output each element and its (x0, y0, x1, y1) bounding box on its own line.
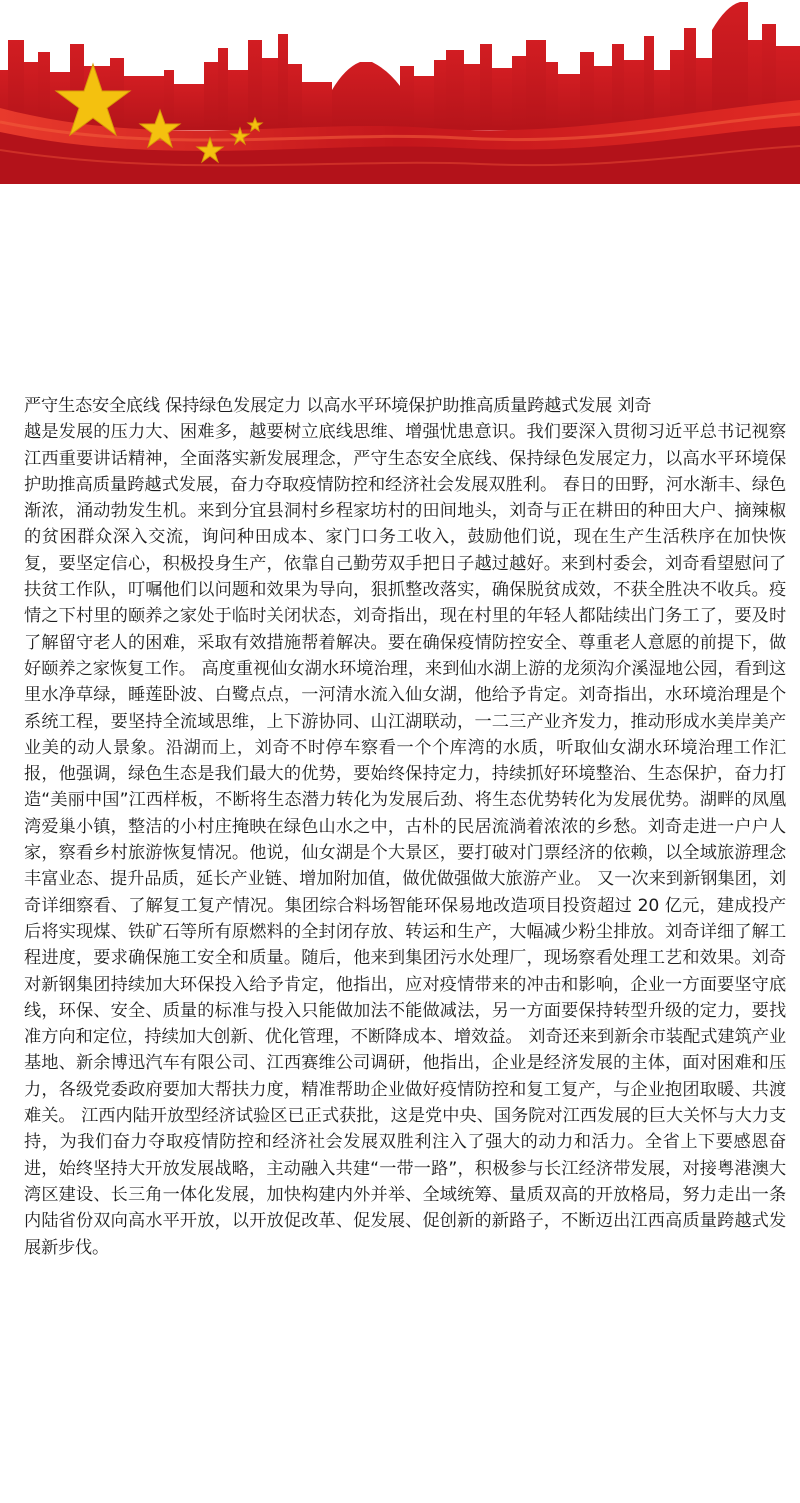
article (24, 393, 786, 1261)
article-title: 严守生态安全底线 保持绿色发展定力 以高水平环境保护助推高质量跨越式发展 刘奇 (24, 396, 652, 416)
header-banner (0, 0, 800, 184)
skyline-banner-graphic (0, 0, 800, 184)
city-skyline-icon (0, 2, 800, 130)
article-body: 越是发展的压力大、困难多，越要树立底线思维、增强忧患意识。我们要深入贯彻习近平总书记视察江西重要讲话精神，全面落实新发展理念，严守生态安全底线、保持绿色发展定力，以高水平环境保护助推高质量跨越式发展，奋力夺取疫情防控和经济社会发展双胜利。 春日的田野，河水渐丰、绿色渐浓，涌动勃发生机。来到分宜县洞村乡程家坊村的田间地头，刘奇与正在耕田的种田大户、摘辣椒的贫困群众深入交流，询问种田成本、家门口务工收入，鼓励他们说，现在生产生活秩序在加快恢复，要坚定信心，积极投身生产，依靠自己勤劳双手把日子越过越好。来到村委会，刘奇看望慰问了扶贫工作队，叮嘱他们以问题和效果为导向，狠抓整改落实，确保脱贫成效，不获全胜决不收兵。疫情之下村里的颐养之家处于临时关闭状态，刘奇指出，现在村里的年轻人都陆续出门务工了，要及时了解留守老人的困难，采取有效措施帮着解决。要在确保疫情防控安全、尊重老人意愿的前提下，做好颐养之家恢复工作。 高度重视仙女湖水环境治理，来到仙水湖上游的龙须沟介溪湿地公园，看到这里水净草绿，睡莲卧波、白鹭点点，一河清水流入仙女湖，他给予肯定。刘奇指出，水环境治理是个系统工程，要坚持全流域思维，上下游协同、山江湖联动，一二三产业齐发力，推动形成水美岸美产业美的动人景象。沿湖而上，刘奇不时停车察看一个个库湾的水质，听取仙女湖水环境治理工作汇报，他强调，绿色生态是我们最大的优势，要始终保持定力，持续抓好环境整治、生态保护，奋力打造“美丽中国”江西样板，不断将生态潜力转化为发展后劲、将生态优势转化为发展优势。湖畔的凤凰湾爱巢小镇，整洁的小村庄掩映在绿色山水之中，古朴的民居流淌着浓浓的乡愁。刘奇走进一户户人家，察看乡村旅游恢复情况。他说，仙女湖是个大景区，要打破对门票经济的依赖，以全域旅游理念丰富业态、提升品质，延长产业链、增加附加值，做优做强做大旅游产业。 又一次来到新钢集团，刘奇详细察看、了解复工复产情况。集团综合料场智能环保易地改造项目投资超过 20 亿元，建成投产后将实现煤、铁矿石等所有原燃料的全封闭存放、转运和生产，大幅减少粉尘排放。刘奇详细了解工程进度，要求确保施工安全和质量。随后，他来到集团污水处理厂，现场察看处理工艺和效果。刘奇对新钢集团持续加大环保投入给予肯定，他指出，应对疫情带来的冲击和影响，企业一方面要坚守底线，环保、安全、质量的标准与投入只能做加法不能做减法，另一方面要保持转型升级的定力，要找准方向和定位，持续加大创新、优化管理，不断降成本、增效益。 刘奇还来到新余市装配式建筑产业基地、新余博迅汽车有限公司、江西赛维公司调研，他指出，企业是经济发展的主体，面对困难和压力，各级党委政府要加大帮扶力度，精准帮助企业做好疫情防控和复工复产，与企业抱团取暖、共渡难关。 江西内陆开放型经济试验区已正式获批，这是党中央、国务院对江西发展的巨大关怀与大力支持，为我们奋力夺取疫情防控和经济社会发展双胜利注入了强大的动力和活力。全省上下要感恩奋进，始终坚持大开放发展战略，主动融入共建“一带一路”，积极参与长江经济带发展，对接粤港澳大湾区建设、长三角一体化发展，加快构建内外并举、全域统筹、量质双高的开放格局，努力走出一条内陆省份双向高水平开放，以开放促改革、促发展、促创新的新路子，不断迈出江西高质量跨越式发展新步伐。 (24, 422, 786, 1258)
